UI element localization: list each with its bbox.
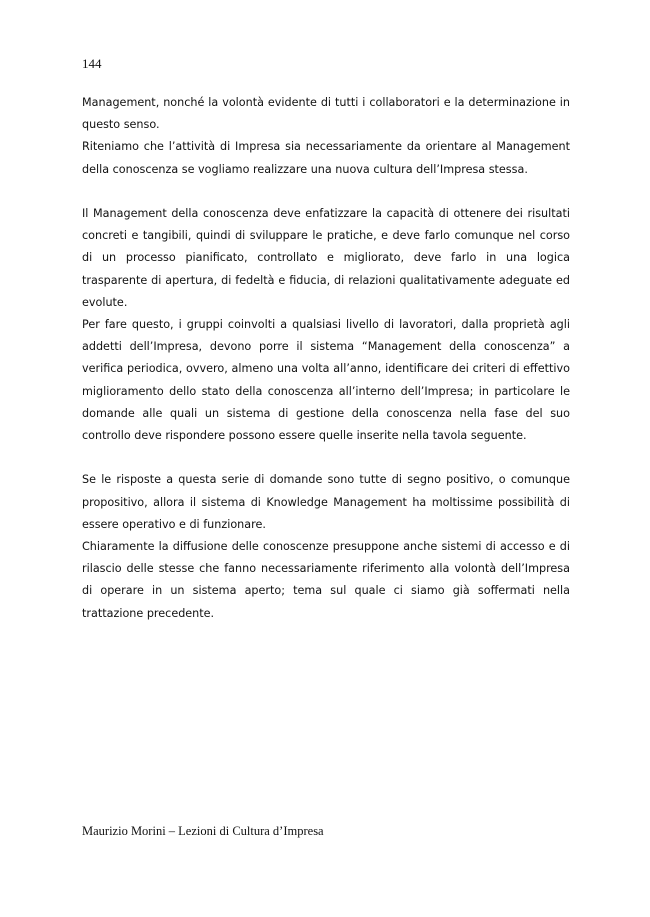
- page-number: 144: [82, 56, 102, 71]
- paragraph: Chiaramente la diffusione delle conoscenze presuppone anche sistemi di accesso e di rilascio delle stesse che fanno necessariamente riferimento alla volontà dell’Impresa di operare in un sistema aperto; tema sul quale ci siamo già soffermati nella trattazione precedente.: [82, 540, 570, 620]
- paragraph: Per fare questo, i gruppi coinvolti a qualsiasi livello di lavoratori, dalla proprietà agli addetti dell’Impresa, devono porre il sistema “Management della conoscenza” a verifica periodica, ovvero, almeno una volta all’anno, identificare dei criteri di effettivo miglioramento dello stato della conoscenza all’interno dell’Impresa; in particolare le domande alle quali un sistema di gestione della conoscenza nella fase del suo controllo deve rispondere possono essere quelle inserite nella tavola seguente.: [82, 318, 570, 443]
- paragraph: Il Management della conoscenza deve enfatizzare la capacità di ottenere dei risultati concreti e tangibili, quindi di sviluppare le pratiche, e deve farlo comunque nel corso di un processo pianificato, controllato e migliorato, deve farlo in una logica trasparente di apertura, di fedeltà e fiducia, di relazioni qualitativamente adeguate ed evolute.: [82, 207, 570, 309]
- page-footer: Maurizio Morini – Lezioni di Cultura d’Impresa: [82, 824, 324, 838]
- body-text: [82, 92, 570, 625]
- paragraph: Se le risposte a questa serie di domande sono tutte di segno positivo, o comunque propositivo, allora il sistema di Knowledge Management ha moltissime possibilità di essere operativo e di funzionare.: [82, 473, 570, 531]
- paragraph: Management, nonché la volontà evidente di tutti i collaboratori e la determinazione in questo senso.: [82, 96, 570, 132]
- paragraph: Riteniamo che l’attività di Impresa sia necessariamente da orientare al Management della conoscenza se vogliamo realizzare una nuova cultura dell’Impresa stessa.: [82, 140, 570, 176]
